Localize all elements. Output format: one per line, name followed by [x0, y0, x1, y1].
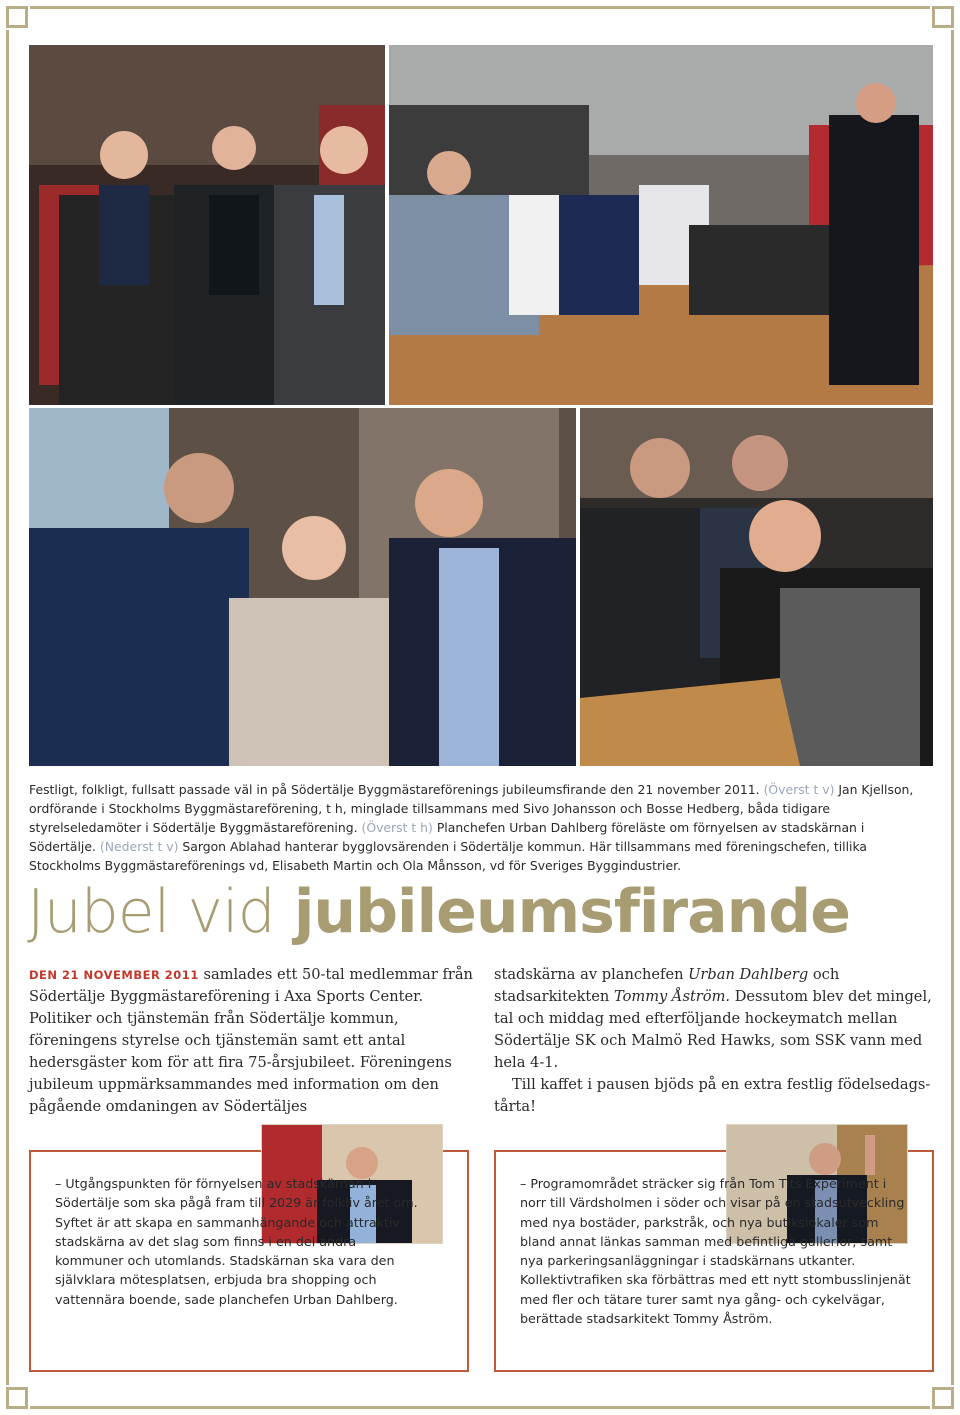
article-column-left: [29, 964, 474, 1118]
article-lead: DEN 21 NOVEMBER 2011: [29, 968, 199, 982]
frame-corner-bl: [6, 1387, 28, 1409]
article-paragraph-2: [494, 964, 939, 1074]
article-paragraph-3: Till kaffet i pausen bjöds på en extra festlig födelsedagstårta!: [494, 1076, 931, 1115]
caption-tag-top-left: (Överst t v): [763, 782, 835, 797]
caption-text-bottom-left: Sargon Ablahad hanterar bygglovsärenden i Södertälje kommun. Här tillsammans med föreningschefen, tillika Stockholms Byggmästareförenings vd, Elisabeth Martin och Ola Månsson, vd för Sveriges Byggindustrier.: [29, 839, 868, 873]
photo-three-men: [29, 45, 385, 405]
frame-corner-tr: [932, 6, 954, 28]
frame-right: [951, 30, 954, 1385]
frame-bottom: [30, 1406, 930, 1409]
article-paragraph-1: [29, 964, 474, 1118]
article-col2-text-c: Dessutom blev det mingel, tal och middag med efterföljande hockeymatch mellan Södertälje SK och Malmö Red Hawks, som SSK vann med hela 4-1.: [494, 988, 932, 1071]
article-name-dahlberg: Urban Dahlberg: [688, 966, 809, 983]
article-name-astrom: Tommy Åström.: [613, 988, 731, 1005]
article-headline: [27, 872, 850, 952]
quote-text-dahlberg: – Utgångspunkten för förnyelsen av stadskärnan i Södertälje som ska pågå fram till 2029 är folkliv året om. Syftet är att skapa en sammanhängande och attraktiv stadskärna av det slag som finns i en del andra kommuner och utomlands. Stadskärnan ska vara den självklara mötesplatsen, erbjuda bra shopping och vattennära boende, sade planchefen Urban Dahlberg.: [55, 1176, 418, 1307]
frame-corner-br: [932, 1387, 954, 1409]
photo-table-mingle: [580, 408, 933, 766]
article-col2-text-a: stadskärna av planchefen: [494, 966, 684, 983]
frame-left: [6, 30, 9, 1385]
headline-light: Jubel vid: [27, 877, 275, 947]
photo-lecture: [389, 45, 933, 405]
article-col2-text-b: och stadsarkitekten: [494, 966, 840, 1005]
photo-three-guests: [29, 408, 576, 766]
photo-caption: [29, 780, 934, 875]
caption-tag-top-right: (Överst t h): [361, 820, 433, 835]
article-column-right: [494, 964, 939, 1118]
headline-bold: jubileumsfirande: [293, 877, 850, 947]
caption-tag-bottom-left: (Nederst t v): [99, 839, 179, 854]
frame-top: [30, 6, 930, 9]
caption-intro: Festligt, folkligt, fullsatt passade väl in på Södertälje Byggmästareförenings jubileumsfirande den 21 november 2011.: [29, 782, 760, 797]
caption-text-top-right: Planchefen Urban Dahlberg föreläste om förnyelsen av stadskärnan i Södertälje.: [29, 820, 865, 854]
article-col1-text: samlades ett 50-tal medlemmar från Södertälje Byggmästareförening i Axa Sports Center. Politiker och tjänstemän från Södertälje kommun, föreningens styrelse och tjänstemän samt ett antal hedersgäster kom för att fira 75-årsjubileet. Föreningens jubileum uppmärksammandes med information om den pågående omdaningen av Södertäljes: [29, 966, 473, 1115]
frame-corner-tl: [6, 6, 28, 28]
caption-text-top-left: Jan Kjellson, ordförande i Stockholms Byggmästareförening, t h, minglade tillsammans med Sivo Johansson och Bosse Hedberg, båda tidigare styrelseledamöter i Södertälje Byggmästareförening.: [29, 782, 914, 835]
quote-text-astrom: – Programområdet sträcker sig från Tom Tits Experiment i norr till Värdsholmen i söder och visar på en stadsutveckling med nya bostäder, parkstråk, och nya butikslokaler som bland annat länkas samman med befintliga gallerior, samt nya parkeringsanläggningar i stadskärnans utkanter. Kollektivtrafiken ska förbättras med ett nytt stombusslinjenät med fler och tätare turer samt nya gång- och cykelvägar, berättade stadsarkitekt Tommy Åström.: [520, 1176, 911, 1327]
